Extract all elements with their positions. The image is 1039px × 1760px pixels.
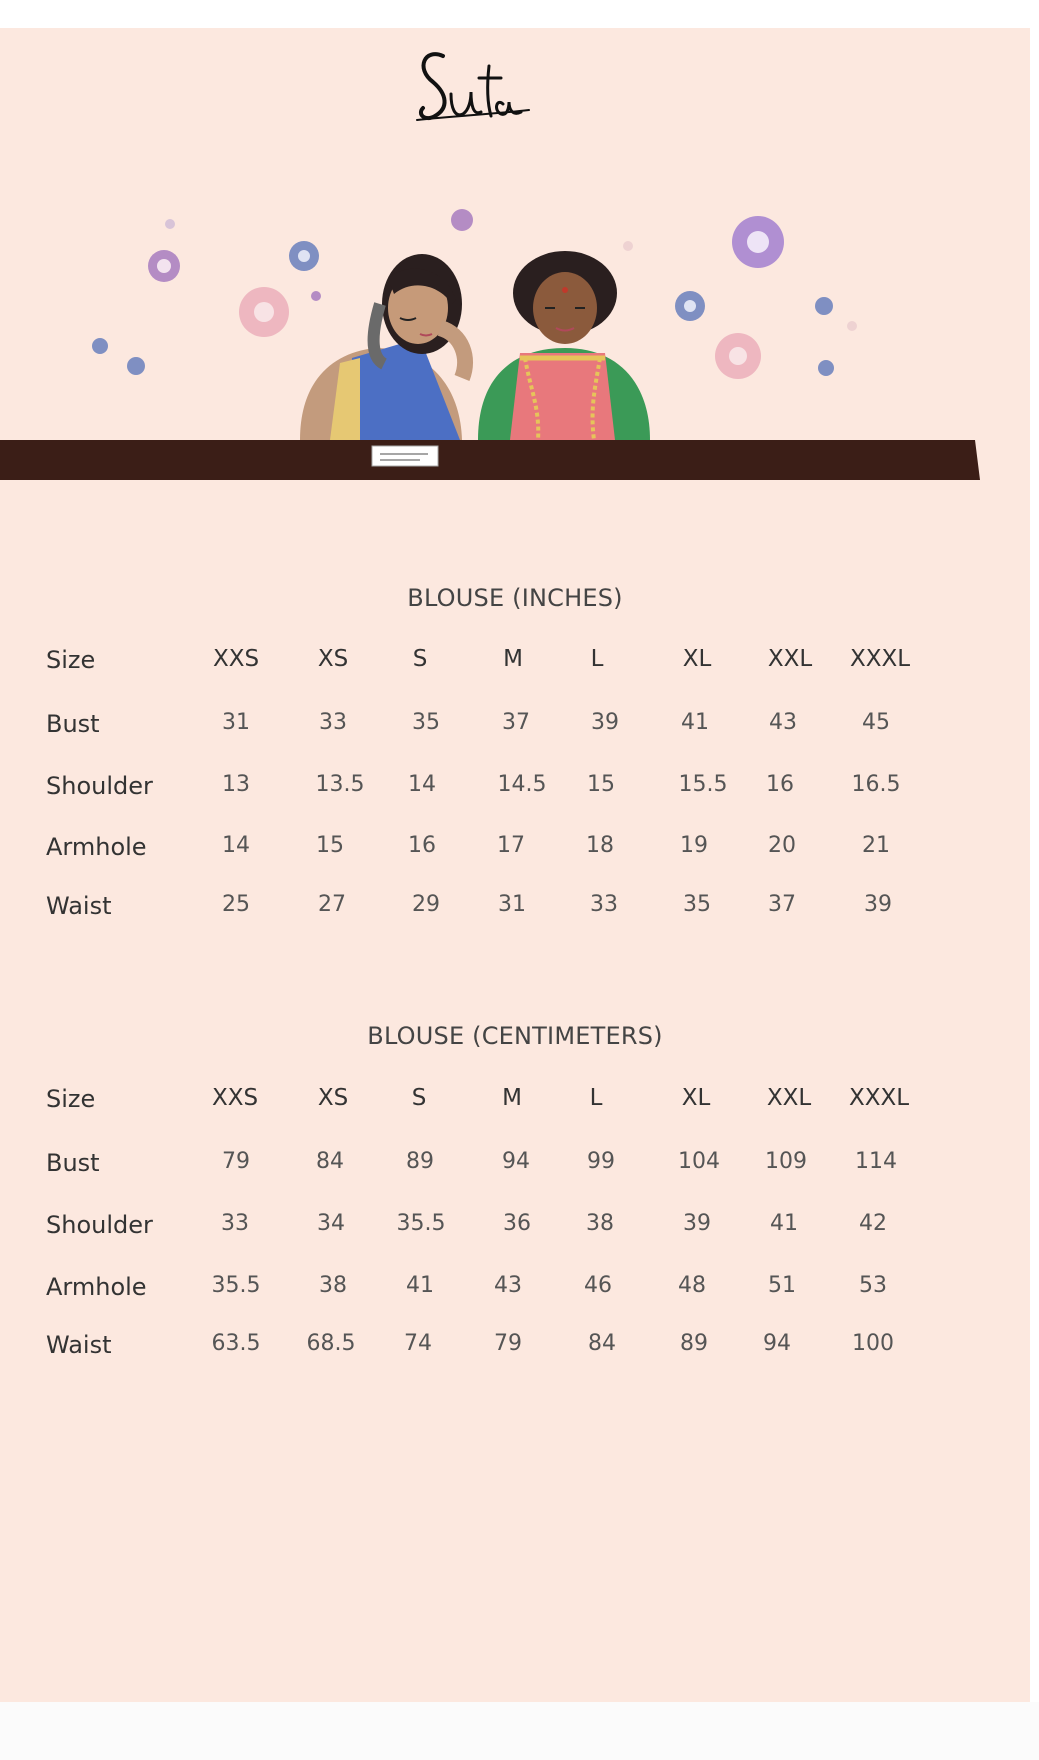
value-cell: 20 — [768, 833, 796, 858]
measurement-row-waist — [0, 1331, 1030, 1371]
bottom-bar — [0, 1702, 1039, 1760]
value-cell: 46 — [584, 1273, 612, 1298]
row-label: Bust — [46, 710, 100, 738]
measurement-row-shoulder — [0, 1211, 1030, 1251]
value-cell: 31 — [498, 892, 526, 917]
row-label: Waist — [46, 1331, 112, 1359]
row-label: Armhole — [46, 833, 147, 861]
size-cell: M — [503, 646, 523, 672]
value-cell: 16.5 — [851, 772, 901, 797]
size-cell: XL — [681, 1085, 711, 1111]
value-cell: 38 — [319, 1273, 347, 1298]
table-title-centimeters: BLOUSE (CENTIMETERS) — [367, 1022, 663, 1050]
value-cell: 39 — [683, 1211, 711, 1236]
value-cell: 114 — [855, 1149, 897, 1174]
woman-left — [300, 254, 465, 440]
table-title-inches: BLOUSE (INCHES) — [407, 584, 623, 612]
size-cell: XL — [682, 646, 712, 672]
value-cell: 79 — [222, 1149, 250, 1174]
value-cell: 41 — [681, 710, 709, 735]
value-cell: 33 — [319, 710, 347, 735]
value-cell: 37 — [502, 710, 530, 735]
value-cell: 18 — [586, 833, 614, 858]
value-cell: 109 — [765, 1149, 807, 1174]
size-cell: S — [411, 1085, 427, 1111]
size-chart-card — [0, 28, 1030, 1702]
size-cell: M — [502, 1085, 522, 1111]
value-cell: 25 — [222, 892, 250, 917]
value-cell: 29 — [412, 892, 440, 917]
row-label: Shoulder — [46, 1211, 153, 1239]
value-cell: 42 — [859, 1211, 887, 1236]
value-cell: 13 — [222, 772, 250, 797]
measurement-row-bust — [0, 1149, 1030, 1189]
value-cell: 14 — [222, 833, 250, 858]
row-label: Bust — [46, 1149, 100, 1177]
measurement-row-armhole — [0, 1273, 1030, 1313]
size-header-row — [0, 1085, 1030, 1125]
value-cell: 21 — [862, 833, 890, 858]
size-cell: XXS — [212, 646, 260, 672]
size-cell: XXL — [766, 1085, 812, 1111]
measurement-row-shoulder — [0, 772, 1030, 812]
size-header-row — [0, 646, 1030, 686]
size-cell: XS — [317, 1085, 349, 1111]
value-cell: 14 — [408, 772, 436, 797]
value-cell: 15 — [316, 833, 344, 858]
value-cell: 99 — [587, 1149, 615, 1174]
value-cell: 35 — [412, 710, 440, 735]
value-cell: 94 — [502, 1149, 530, 1174]
size-cell: XXXL — [849, 646, 911, 672]
value-cell: 84 — [316, 1149, 344, 1174]
measurement-row-bust — [0, 710, 1030, 750]
size-cell: XXL — [767, 646, 813, 672]
row-label: Shoulder — [46, 772, 153, 800]
value-cell: 89 — [680, 1331, 708, 1356]
value-cell: 35.5 — [211, 1273, 261, 1298]
value-cell: 53 — [859, 1273, 887, 1298]
value-cell: 100 — [852, 1331, 894, 1356]
value-cell: 45 — [862, 710, 890, 735]
value-cell: 31 — [222, 710, 250, 735]
value-cell: 68.5 — [306, 1331, 356, 1356]
value-cell: 39 — [591, 710, 619, 735]
value-cell: 15.5 — [678, 772, 728, 797]
value-cell: 16 — [408, 833, 436, 858]
value-cell: 41 — [770, 1211, 798, 1236]
desk — [0, 440, 980, 480]
value-cell: 43 — [494, 1273, 522, 1298]
value-cell: 38 — [586, 1211, 614, 1236]
value-cell: 63.5 — [211, 1331, 261, 1356]
paper-note — [372, 446, 438, 466]
row-label: Waist — [46, 892, 112, 920]
value-cell: 19 — [680, 833, 708, 858]
value-cell: 104 — [678, 1149, 720, 1174]
value-cell: 39 — [864, 892, 892, 917]
value-cell: 15 — [587, 772, 615, 797]
value-cell: 79 — [494, 1331, 522, 1356]
value-cell: 16 — [766, 772, 794, 797]
row-label: Size — [46, 1085, 96, 1113]
brand-logo — [405, 38, 535, 158]
size-cell: XS — [317, 646, 349, 672]
value-cell: 33 — [221, 1211, 249, 1236]
value-cell: 27 — [318, 892, 346, 917]
value-cell: 41 — [406, 1273, 434, 1298]
value-cell: 37 — [768, 892, 796, 917]
value-cell: 14.5 — [497, 772, 547, 797]
value-cell: 13.5 — [315, 772, 365, 797]
value-cell: 48 — [678, 1273, 706, 1298]
flower-decoration — [92, 209, 857, 379]
woman-right — [478, 251, 650, 440]
value-cell: 34 — [317, 1211, 345, 1236]
value-cell: 94 — [763, 1331, 791, 1356]
size-cell: L — [589, 1085, 603, 1111]
value-cell: 74 — [404, 1331, 432, 1356]
measurement-row-armhole — [0, 833, 1030, 873]
value-cell: 51 — [768, 1273, 796, 1298]
value-cell: 84 — [588, 1331, 616, 1356]
size-cell: S — [412, 646, 428, 672]
value-cell: 17 — [497, 833, 525, 858]
value-cell: 33 — [590, 892, 618, 917]
two-women-illustration — [0, 208, 1000, 548]
row-label: Size — [46, 646, 96, 674]
value-cell: 43 — [769, 710, 797, 735]
value-cell: 89 — [406, 1149, 434, 1174]
measurement-row-waist — [0, 892, 1030, 932]
size-cell: XXS — [211, 1085, 259, 1111]
value-cell: 35.5 — [396, 1211, 446, 1236]
value-cell: 35 — [683, 892, 711, 917]
size-cell: XXXL — [848, 1085, 910, 1111]
row-label: Armhole — [46, 1273, 147, 1301]
value-cell: 36 — [503, 1211, 531, 1236]
size-cell: L — [590, 646, 604, 672]
